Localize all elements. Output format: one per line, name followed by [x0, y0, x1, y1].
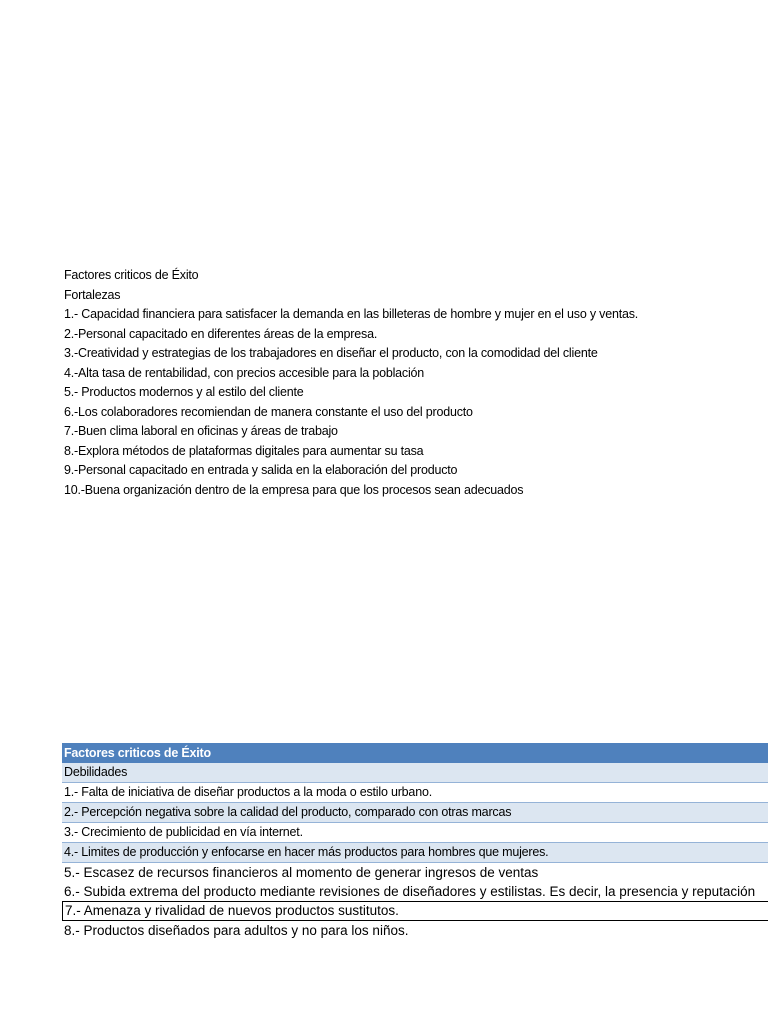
fortaleza-item: 5.- Productos modernos y al estilo del cliente — [64, 385, 304, 399]
fortalezas-section — [64, 266, 764, 500]
debilidad-row: 2.- Percepción negativa sobre la calidad del producto, comparado con otras marcas — [62, 803, 768, 823]
fortaleza-item: 2.-Personal capacitado en diferentes áreas de la empresa. — [64, 326, 378, 341]
debilidad-row: 1.- Falta de iniciativa de diseñar productos a la moda o estilo urbano. — [62, 783, 768, 803]
debilidad-row-selected: 7.- Amenaza y rivalidad de nuevos productos sustitutos. — [62, 901, 768, 921]
fortaleza-item: 6.-Los colaboradores recomiendan de manera constante el uso del producto — [64, 404, 473, 419]
fortaleza-item: 7.-Buen clima laboral en oficinas y áreas de trabajo — [64, 424, 338, 438]
fortaleza-item: 10.-Buena organización dentro de la empresa para que los procesos sean adecuados — [64, 482, 524, 497]
fortalezas-subheading: Fortalezas — [64, 287, 121, 302]
fortaleza-item: 9.-Personal capacitado en entrada y salida en la elaboración del producto — [64, 463, 458, 477]
debilidad-row: 8.- Productos diseñados para adultos y no para los niños. — [64, 923, 409, 938]
debilidades-table-header: Factores criticos de Éxito — [62, 743, 768, 763]
fortaleza-item: 4.-Alta tasa de rentabilidad, con precios accesible para la población — [64, 365, 425, 380]
debilidad-row: 3.- Crecimiento de publicidad en vía internet. — [62, 823, 768, 843]
debilidades-table — [62, 743, 768, 940]
fortalezas-heading: Factores criticos de Éxito — [64, 268, 199, 282]
fortaleza-item: 8.-Explora métodos de plataformas digitales para aumentar su tasa — [64, 443, 424, 458]
fortaleza-item: 1.- Capacidad financiera para satisfacer la demanda en las billeteras de hombre y mujer en el uso y ventas. — [64, 307, 639, 321]
debilidad-row: 4.- Limites de producción y enfocarse en hacer más productos para hombres que mujeres. — [62, 843, 768, 863]
debilidad-row: 5.- Escasez de recursos financieros al momento de generar ingresos de ventas — [64, 865, 539, 880]
fortaleza-item: 3.-Creatividad y estrategias de los trabajadores en diseñar el producto, con la comodidad del cliente — [64, 346, 598, 360]
debilidades-subheader: Debilidades — [62, 763, 768, 783]
debilidad-row: 6.- Subida extrema del producto mediante revisiones de diseñadores y estilistas. Es decir, la presencia y reputación — [64, 884, 756, 899]
